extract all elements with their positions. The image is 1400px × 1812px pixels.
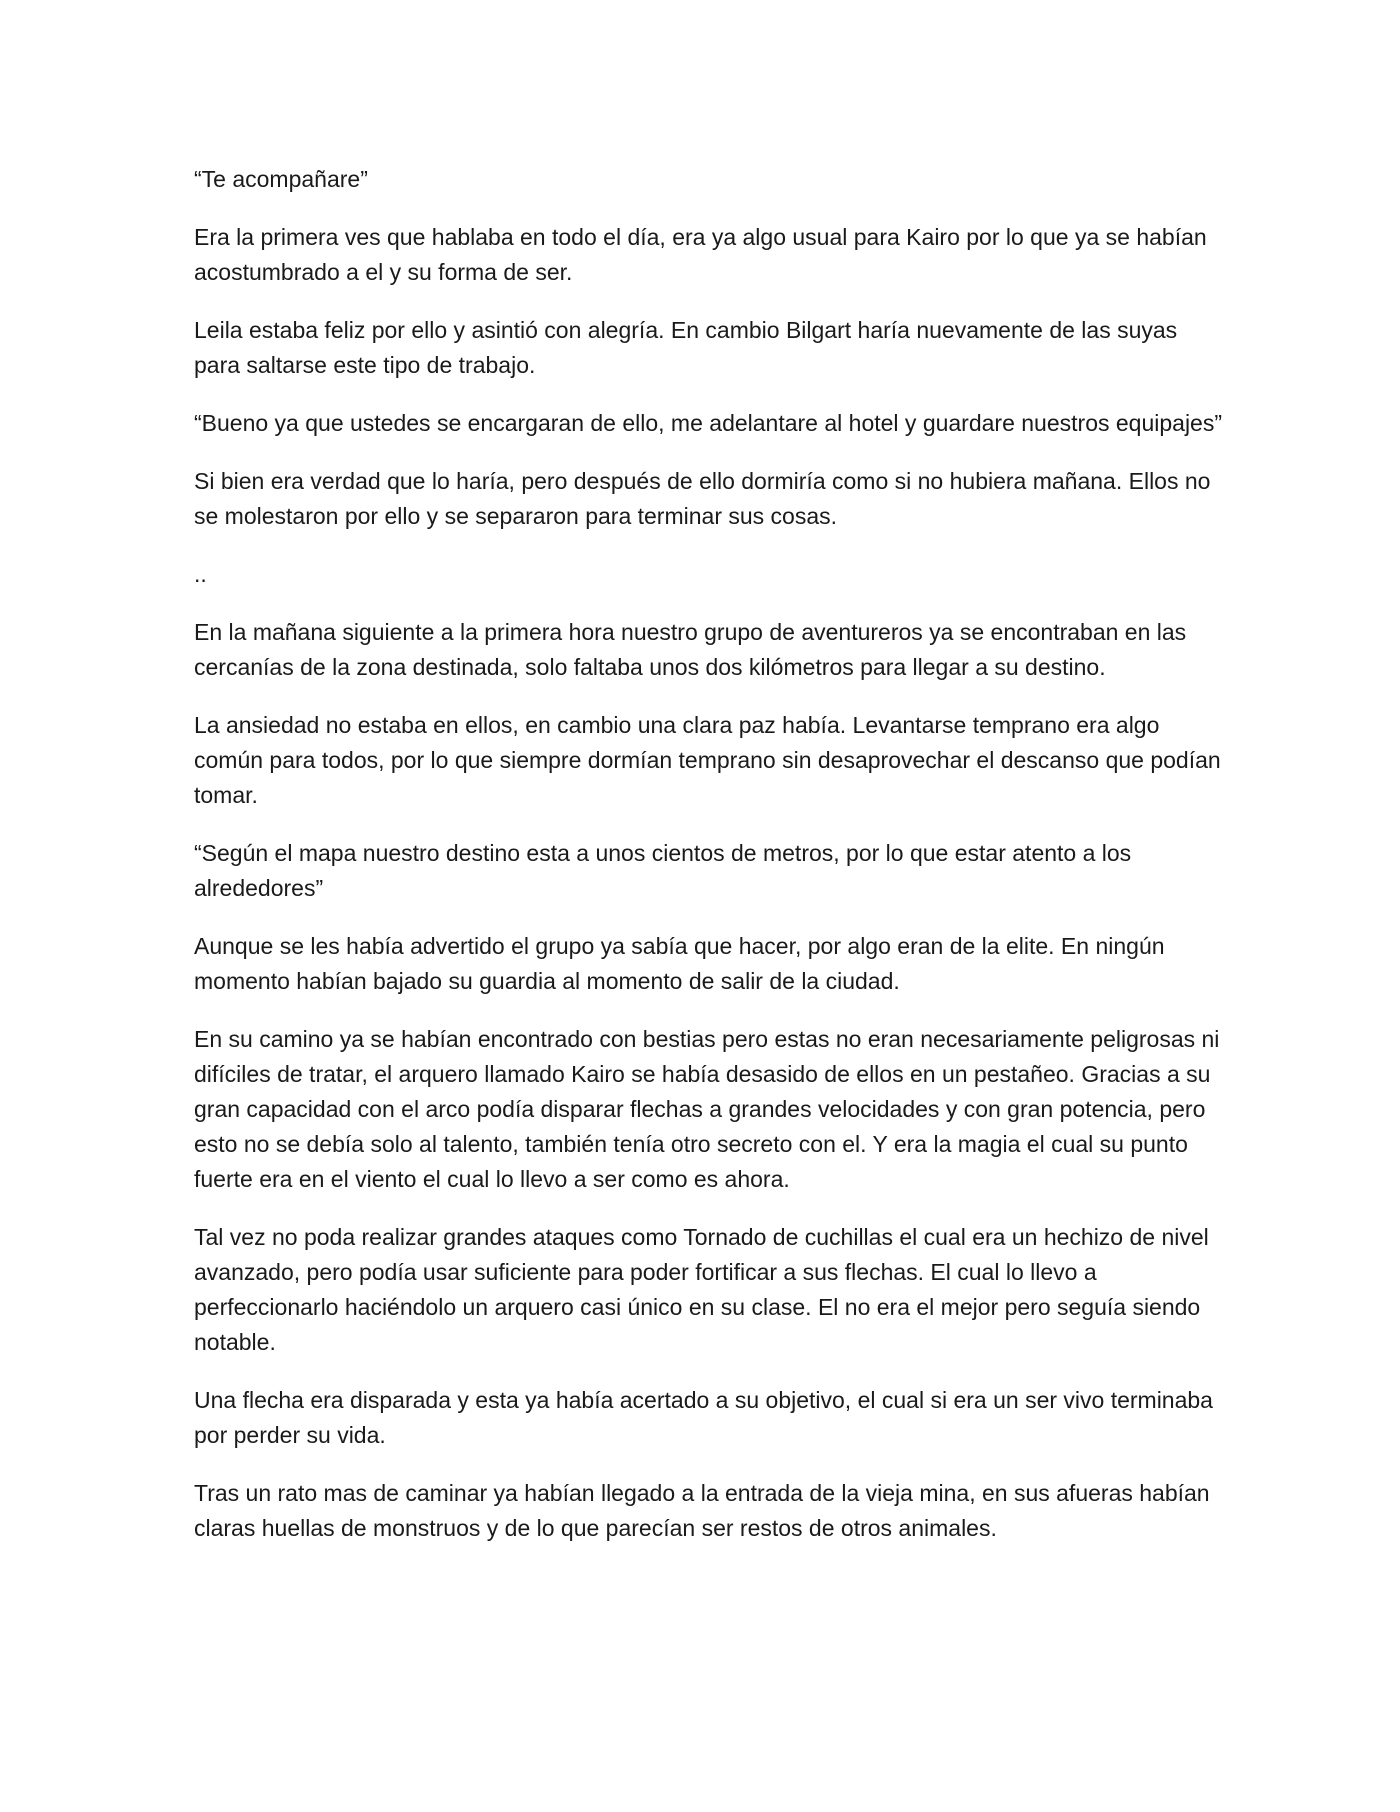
paragraph-7: En la mañana siguiente a la primera hora nuestro grupo de aventureros ya se encontraban en las cercanías de la zona destinada, solo faltaba unos dos kilómetros para llegar a su destino.: [194, 619, 1187, 680]
paragraph-10: Aunque se les había advertido el grupo ya sabía que hacer, por algo eran de la elite. En ningún momento habían bajado su guardia al momento de salir de la ciudad.: [194, 933, 1165, 994]
paragraph-3: Leila estaba feliz por ello y asintió con alegría. En cambio Bilgart haría nuevamente de las suyas para saltarse este tipo de trabajo.: [194, 317, 1178, 378]
document-page: [194, 162, 1224, 1569]
paragraph-9: “Según el mapa nuestro destino esta a unos cientos de metros, por lo que estar atento a los alrededores”: [194, 840, 1132, 901]
paragraph-5: Si bien era verdad que lo haría, pero después de ello dormiría como si no hubiera mañana. Ellos no se molestaron por ello y se separaron para terminar sus cosas.: [194, 468, 1211, 529]
paragraph-8: La ansiedad no estaba en ellos, en cambio una clara paz había. Levantarse temprano era algo común para todos, por lo que siempre dormían temprano sin desaprovechar el descanso que podían tomar.: [194, 712, 1221, 808]
paragraph-13: Una flecha era disparada y esta ya había acertado a su objetivo, el cual si era un ser vivo terminaba por perder su vida.: [194, 1387, 1213, 1448]
scene-break: ..: [194, 561, 207, 587]
paragraph-14: Tras un rato mas de caminar ya habían llegado a la entrada de la vieja mina, en sus afueras habían claras huellas de monstruos y de lo que parecían ser restos de otros animales.: [194, 1480, 1210, 1541]
paragraph-4: “Bueno ya que ustedes se encargaran de ello, me adelantare al hotel y guardare nuestros equipajes”: [194, 410, 1223, 436]
paragraph-1: “Te acompañare”: [194, 166, 368, 192]
paragraph-12: Tal vez no poda realizar grandes ataques como Tornado de cuchillas el cual era un hechizo de nivel avanzado, pero podía usar suficiente para poder fortificar a sus flechas. El cual lo llevo a perfeccionarlo haciéndolo un arquero casi único en su clase. El no era el mejor pero seguía siendo notable.: [194, 1224, 1209, 1355]
paragraph-2: Era la primera ves que hablaba en todo el día, era ya algo usual para Kairo por lo que ya se habían acostumbrado a el y su forma de ser.: [194, 224, 1207, 285]
paragraph-11: En su camino ya se habían encontrado con bestias pero estas no eran necesariamente peligrosas ni difíciles de tratar, el arquero llamado Kairo se había desasido de ellos en un pestañeo. Gracias a su gran capacidad con el arco podía disparar flechas a grandes velocidades y con gran potencia, pero esto no se debía solo al talento, también tenía otro secreto con el. Y era la magia el cual su punto fuerte era en el viento el cual lo llevo a ser como es ahora.: [194, 1026, 1220, 1192]
